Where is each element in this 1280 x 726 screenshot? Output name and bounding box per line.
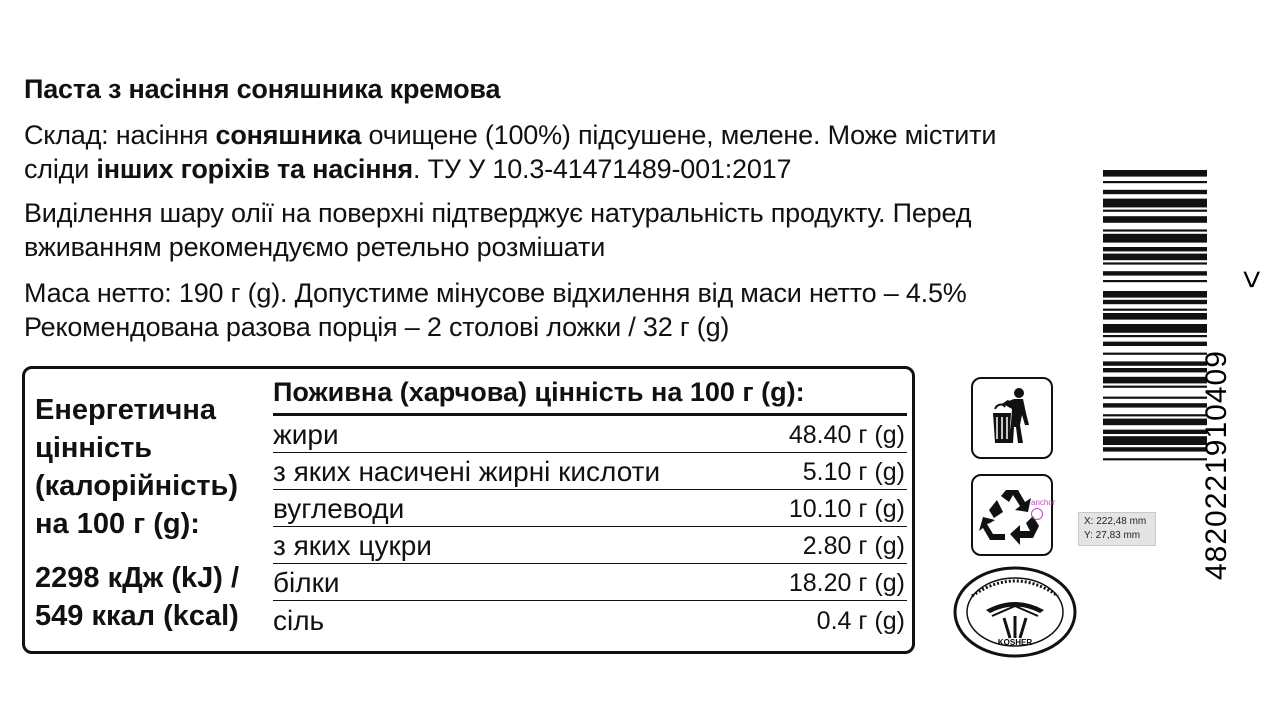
- oil-note-line-1: Виділення шару олії на поверхні підтверджує натуральність продукту. Перед: [24, 198, 972, 228]
- oil-note: [24, 196, 971, 264]
- nutrient-name: білки: [273, 567, 340, 598]
- barcode-bar: [1103, 458, 1207, 460]
- barcode-digits: [1200, 150, 1260, 590]
- energy-kj: 2298 кДж (kJ) /: [35, 562, 240, 594]
- nutrition-panel: [22, 366, 915, 654]
- nutrient-value: 2.80 г (g): [802, 532, 905, 560]
- allergen-sunflower: соняшника: [215, 120, 362, 150]
- coord-y: Y: 27,83 mm: [1084, 530, 1141, 541]
- barcode-bar: [1103, 377, 1207, 384]
- nutrition-row: [273, 601, 907, 638]
- barcode-bar: [1103, 229, 1207, 231]
- nutrition-row: [273, 527, 907, 564]
- barcode-bar: [1103, 436, 1207, 445]
- composition: [24, 118, 996, 186]
- barcode-bar: [1103, 397, 1207, 399]
- composition-line-2: [24, 152, 996, 186]
- barcode-bar: [1103, 170, 1207, 177]
- energy-label-line: на 100 г (g):: [35, 508, 200, 540]
- barcode-bar: [1103, 216, 1207, 223]
- barcode-bar: [1103, 181, 1207, 183]
- nutrient-name: з яких цукри: [273, 530, 432, 561]
- kosher-seal-graphic: [952, 566, 1078, 658]
- barcode-bar: [1103, 234, 1207, 243]
- barcode-bar: [1103, 247, 1207, 251]
- energy-value: [35, 559, 239, 635]
- barcode-bars: [1103, 170, 1207, 460]
- mass-info: [24, 276, 967, 344]
- barcode-bar: [1103, 447, 1207, 451]
- nutrient-value: 5.10 г (g): [802, 458, 905, 486]
- composition-text: очищене (100%) підсушене, мелене. Може містити: [361, 120, 997, 150]
- product-title: Паста з насіння соняшника кремова: [24, 74, 501, 104]
- barcode-bar: [1103, 324, 1207, 333]
- nutrient-value: 48.40 г (g): [788, 421, 905, 449]
- nutrient-name: сіль: [273, 605, 325, 636]
- barcode-bar: [1103, 280, 1207, 282]
- barcode-bar: [1103, 271, 1207, 275]
- barcode-bar: [1103, 335, 1207, 337]
- barcode-bar: [1103, 414, 1207, 416]
- nutrition-header: Поживна (харчова) цінність на 100 г (g):: [273, 375, 907, 416]
- barcode-number: 4820221910409: [1200, 350, 1233, 580]
- nutrient-name: жири: [273, 419, 339, 450]
- nutrient-name: з яких насичені жирні кислоти: [273, 456, 661, 487]
- kosher-seal-icon: [952, 566, 1078, 663]
- barcode-bar: [1103, 430, 1207, 434]
- barcode-bar: [1103, 262, 1207, 264]
- barcode-bar: [1103, 403, 1207, 407]
- energy-label-line: Енергетична: [35, 394, 217, 426]
- barcode-bar: [1103, 353, 1207, 355]
- anchor-marker-icon[interactable]: [1031, 508, 1043, 520]
- standard-code: . ТУ У 10.3-41471489-001:2017: [412, 154, 792, 184]
- barcode-bar: [1103, 254, 1207, 261]
- energy-label-line: цінність: [35, 432, 153, 464]
- composition-text: сліди: [24, 154, 97, 184]
- energy-kcal: 549 ккал (kcal): [35, 600, 239, 632]
- composition-line-1: [24, 118, 996, 152]
- barcode-bar: [1103, 313, 1207, 320]
- nutrient-value: 18.20 г (g): [788, 569, 905, 597]
- nutrition-row: [273, 453, 907, 490]
- allergen-nuts-seeds: інших горіхів та насіння: [96, 154, 413, 184]
- barcode-bar: [1103, 291, 1207, 298]
- barcode-bar: [1103, 300, 1207, 304]
- net-mass: Маса нетто: 190 г (g). Допустиме мінусове відхилення від маси нетто – 4.5%: [24, 278, 967, 308]
- nutrient-value: 0.4 г (g): [816, 607, 905, 635]
- kosher-text: KOSHER: [997, 638, 1033, 647]
- barcode-end-mark: >: [1234, 270, 1270, 289]
- barcode-bar: [1103, 368, 1207, 372]
- nutrition-row: [273, 490, 907, 527]
- energy-label-line: (калорійність): [35, 470, 239, 502]
- tidyman-recycle-bin-icon-graphic: [973, 379, 1051, 457]
- barcode-bar: [1103, 309, 1207, 311]
- tidyman-recycle-bin-icon: [971, 377, 1053, 459]
- barcode-bar: [1103, 342, 1207, 346]
- coord-x: X: 222,48 mm: [1084, 516, 1147, 527]
- composition-text: Склад: насіння: [24, 120, 216, 150]
- nutrient-value: 10.10 г (g): [788, 495, 905, 523]
- nutrition-row: [273, 416, 907, 453]
- barcode-bar: [1103, 199, 1207, 208]
- barcode-bar: [1103, 386, 1207, 388]
- barcode-bar: [1103, 210, 1207, 212]
- nutrition-table: [273, 375, 907, 638]
- anchor-label: anchor: [1031, 498, 1056, 507]
- serving-size: Рекомендована разова порція – 2 столові ложки / 32 г (g): [24, 312, 730, 342]
- nutrient-name: вуглеводи: [273, 493, 405, 524]
- recycle-arrows-icon: [971, 474, 1056, 556]
- oil-note-line-2: вживанням рекомендуємо ретельно розмішати: [24, 232, 606, 262]
- barcode-bar: [1103, 361, 1207, 365]
- barcode-bar: [1103, 419, 1207, 426]
- barcode-bar: [1103, 190, 1207, 194]
- nutrition-row: [273, 564, 907, 601]
- coordinate-tooltip: [1078, 512, 1156, 546]
- energy-label: [35, 391, 238, 543]
